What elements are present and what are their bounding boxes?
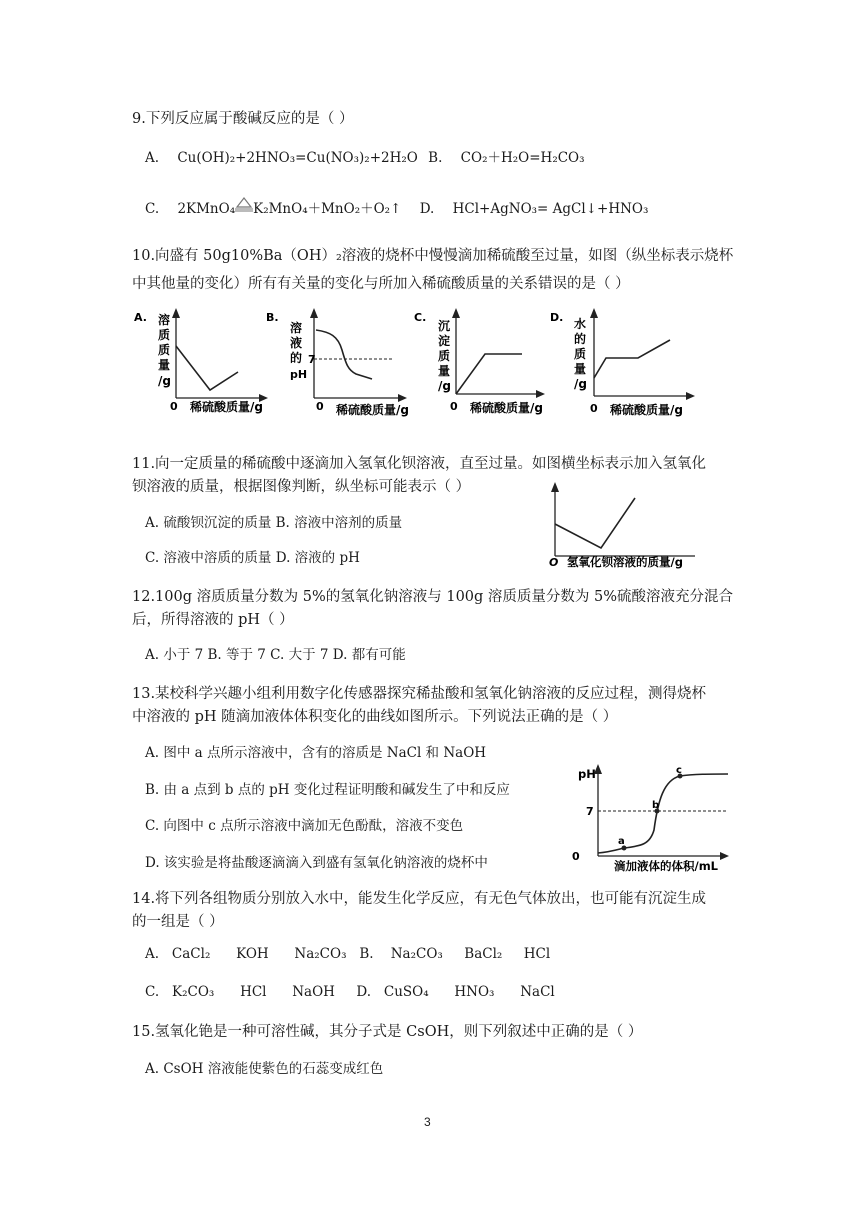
q10-d-ylabel-3: 质 — [574, 347, 587, 361]
q10-a-ylabel-4: 量 — [158, 358, 171, 372]
q12-stem-line2: 后，所得溶液的 pH（ ） — [132, 612, 294, 628]
q13-point-b-label: b — [652, 800, 660, 811]
q10-stem-line1: 10.向盛有 50g10%Ba（OH）₂溶液的烧杯中慢慢滴加稀硫酸至过量，如图（纵坐标表示烧杯 — [132, 248, 734, 264]
q9-b-text: CO₂＋H₂O=H₂CO₃ — [460, 150, 585, 166]
q10-a-ylabel-5: /g — [158, 374, 171, 388]
q10-b-ref-7: 7 — [308, 353, 316, 366]
q12-stem-line1: 12.100g 溶质质量分数为 5%的氢氧化钠溶液与 100g 溶质质量分数为 5%硫酸溶液充分混合 — [132, 589, 734, 605]
q11-graph-origin: O — [549, 556, 559, 569]
q10-graph-b-svg — [266, 306, 412, 418]
q11-graph — [545, 480, 705, 570]
q10-a-ylabel-3: 质 — [158, 343, 171, 357]
q13-graph-svg — [570, 760, 736, 872]
q10-b-ylabel-4: pH — [290, 368, 308, 381]
q11-options-cd: C. 溶液中溶质的质量 D. 溶液的 pH — [145, 550, 360, 566]
q10-d-ylabel-1: 水 — [574, 317, 587, 331]
q10-d-origin: 0 — [590, 402, 598, 415]
q9-c-text-post: K₂MnO₄＋MnO₂＋O₂↑ — [253, 201, 402, 217]
q10-a-xlabel: 稀硫酸质量/g — [190, 400, 263, 414]
q10-graph-a-letter: A. — [134, 311, 147, 324]
q11-stem-line1: 11.向一定质量的稀硫酸中逐滴加入氢氧化钡溶液，直至过量。如图横坐标表示加入氢氧化 — [132, 456, 707, 472]
q13-graph-origin: 0 — [572, 850, 580, 863]
q10-graph-c-svg — [410, 306, 550, 418]
q13-stem-line1: 13.某校科学兴趣小组利用数字化传感器探究稀盐酸和氢氧化钠溶液的反应过程，测得烧杯 — [132, 686, 707, 702]
q10-c-ylabel-1: 沉 — [438, 319, 451, 333]
q10-a-ylabel-2: 质 — [158, 328, 171, 342]
q10-c-ylabel-5: /g — [438, 379, 451, 393]
q13-graph-ref-7: 7 — [586, 805, 594, 818]
q15-stem: 15.氢氧化铯是一种可溶性碱，其分子式是 CsOH，则下列叙述中正确的是（ ） — [132, 1024, 643, 1040]
q13-graph-ylabel: pH — [578, 767, 596, 781]
q10-graph-d-svg — [548, 306, 700, 418]
q14-options-cd: C. K₂CO₃ HCl NaOH D. CuSO₄ HNO₃ NaCl — [145, 984, 555, 1000]
q11-options-ab: A. 硫酸钡沉淀的质量 B. 溶液中溶剂的质量 — [145, 515, 403, 531]
q9-c-text-pre: 2KMnO₄ — [177, 201, 236, 217]
q10-graph-a — [128, 306, 268, 418]
q11-graph-xlabel: 氢氧化钡溶液的质量/g — [567, 555, 683, 569]
q10-c-ylabel-2: 淀 — [438, 334, 451, 348]
q10-graph-d — [548, 306, 700, 418]
q14-stem-line2: 的一组是（ ） — [132, 914, 224, 930]
q9-a-label: A. — [145, 150, 160, 166]
q10-graph-d-letter: D. — [550, 311, 564, 324]
q9-d-text: HCl+AgNO₃= AgCl↓+HNO₃ — [452, 201, 649, 217]
q12-options: A. 小于 7 B. 等于 7 C. 大于 7 D. 都有可能 — [145, 647, 406, 663]
q10-b-origin: 0 — [316, 400, 324, 413]
q10-c-ylabel-4: 量 — [438, 364, 451, 378]
q9-c-label: C. — [145, 201, 160, 217]
q10-b-ylabel-2: 液 — [290, 336, 303, 350]
q10-c-origin: 0 — [450, 400, 458, 413]
q10-stem-line2: 中其他量的变化）所有有关量的变化与所加入稀硫酸质量的关系错误的是（ ） — [132, 276, 630, 292]
q13-graph-xlabel: 滴加液体的体积/mL — [614, 859, 719, 872]
q13-option-c: C. 向图中 c 点所示溶液中滴加无色酚酞，溶液不变色 — [145, 818, 464, 834]
q13-option-a: A. 图中 a 点所示溶液中，含有的溶质是 NaCl 和 NaOH — [145, 745, 487, 761]
heat-triangle-icon — [235, 200, 253, 214]
q10-d-ylabel-5: /g — [574, 377, 587, 391]
q9-b-label: B. — [428, 150, 443, 166]
q10-b-ylabel-1: 溶 — [290, 321, 303, 335]
q10-b-xlabel: 稀硫酸质量/g — [336, 403, 409, 417]
q10-graph-c-letter: C. — [414, 311, 427, 324]
q10-c-xlabel: 稀硫酸质量/g — [470, 401, 543, 415]
q13-stem-line2: 中溶液的 pH 随滴加液体体积变化的曲线如图所示。下列说法正确的是（ ） — [132, 709, 618, 725]
q10-d-ylabel-4: 量 — [574, 362, 587, 376]
q10-b-ylabel-3: 的 — [290, 351, 303, 365]
q10-a-ylabel-1: 溶 — [158, 313, 171, 327]
q9-option-ab — [145, 146, 585, 166]
q10-d-ylabel-2: 的 — [574, 332, 587, 346]
q13-point-c-label: c — [676, 765, 682, 776]
q10-d-xlabel: 稀硫酸质量/g — [610, 403, 683, 417]
q13-point-a-label: a — [618, 836, 625, 847]
q9-option-cd — [145, 197, 648, 217]
q10-c-ylabel-3: 质 — [438, 349, 451, 363]
q15-option-a: A. CsOH 溶液能使紫色的石蕊变成红色 — [145, 1061, 384, 1077]
q13-option-b: B. 由 a 点到 b 点的 pH 变化过程证明酸和碱发生了中和反应 — [145, 782, 510, 798]
q11-graph-svg — [545, 480, 705, 570]
q13-graph — [570, 760, 736, 872]
q11-stem-line2: 钡溶液的质量，根据图像判断，纵坐标可能表示（ ） — [132, 479, 471, 495]
q14-stem-line1: 14.将下列各组物质分别放入水中，能发生化学反应，有无色气体放出，也可能有沉淀生成 — [132, 891, 707, 907]
q10-graph-b-letter: B. — [266, 311, 279, 324]
q10-graph-a-svg — [128, 306, 268, 418]
q10-graph-b — [266, 306, 412, 418]
q14-options-ab: A. CaCl₂ KOH Na₂CO₃ B. Na₂CO₃ BaCl₂ HCl — [145, 946, 551, 962]
page-number: 3 — [424, 1115, 431, 1129]
q9-a-text: Cu(OH)₂+2HNO₃=Cu(NO₃)₂+2H₂O — [177, 150, 418, 166]
q10-graph-c — [410, 306, 550, 418]
q10-a-origin: 0 — [170, 400, 178, 413]
q9-stem: 9.下列反应属于酸碱反应的是（ ） — [132, 111, 354, 127]
q13-option-d: D. 该实验是将盐酸逐滴滴入到盛有氢氧化钠溶液的烧杯中 — [145, 855, 488, 871]
q9-d-label: D. — [419, 201, 435, 217]
